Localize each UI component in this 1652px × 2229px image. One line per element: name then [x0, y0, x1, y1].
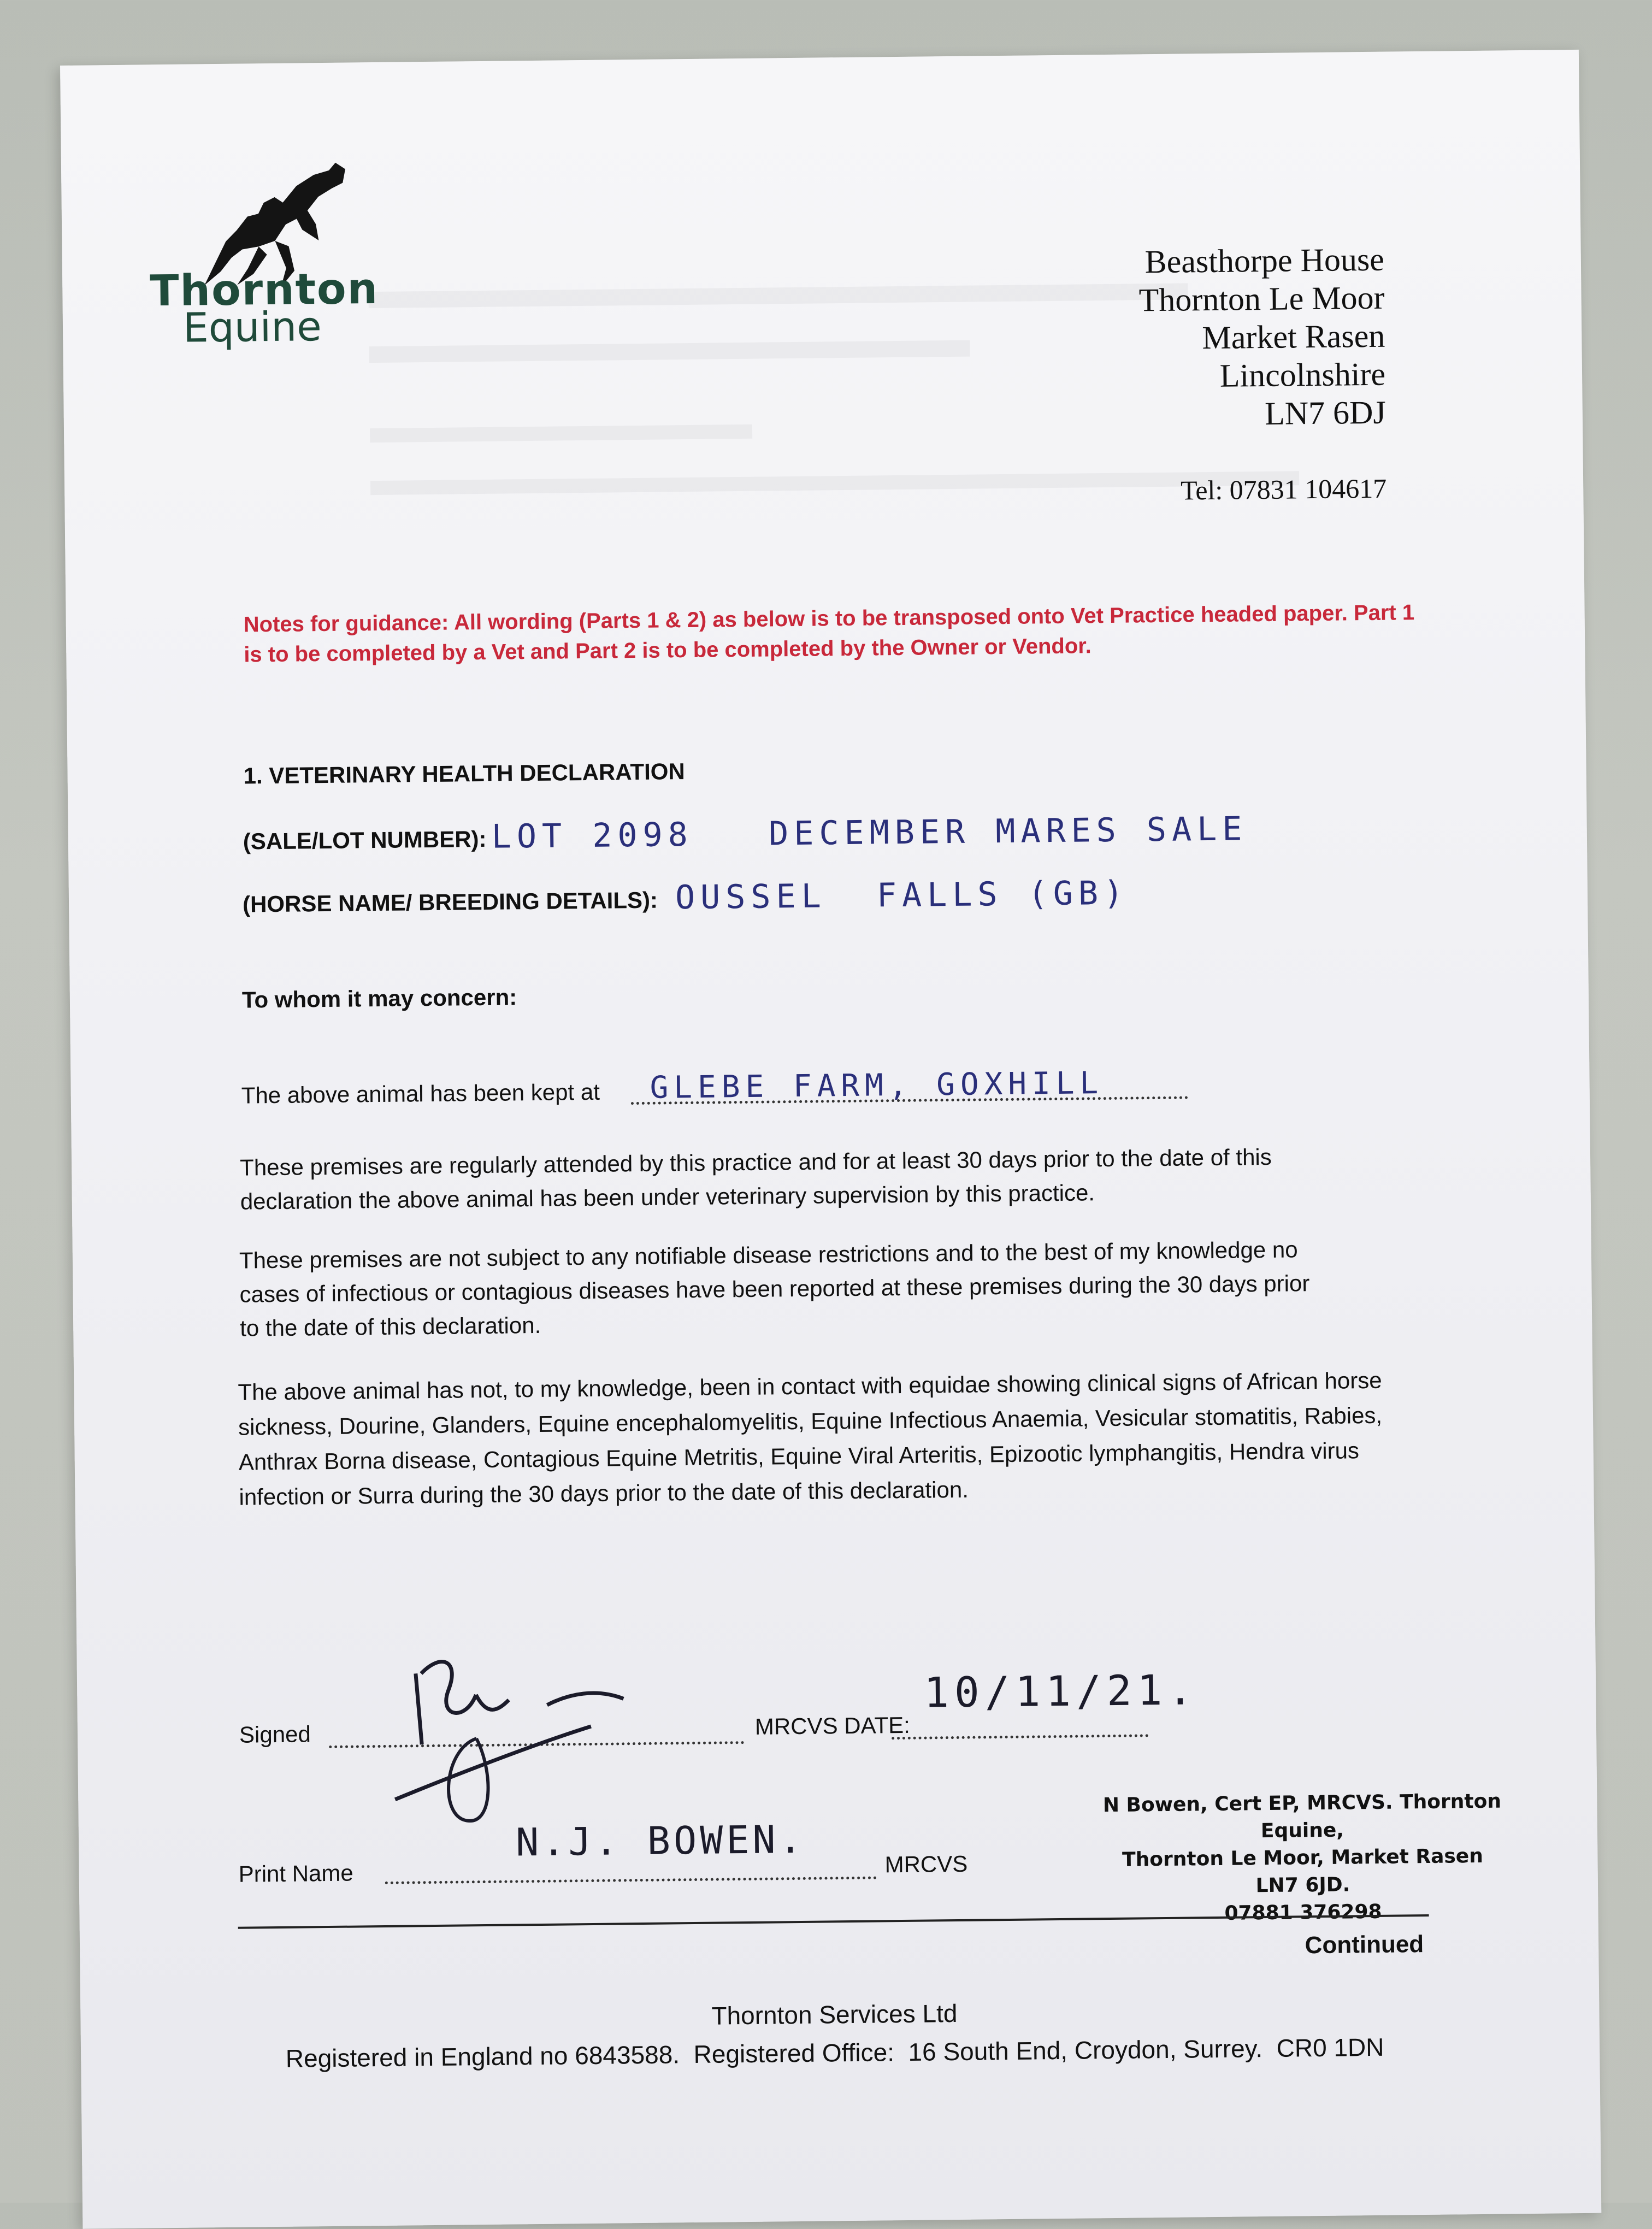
- address-block: [882, 240, 1386, 437]
- kept-at-label: The above animal has been kept at: [241, 1078, 600, 1108]
- section-heading: 1. VETERINARY HEALTH DECLARATION: [243, 758, 685, 789]
- stamp-line: N Bowen, Cert EP, MRCVS. Thornton Equine,: [1102, 1790, 1502, 1843]
- company-logo: [149, 158, 380, 352]
- footer-registration: Registered in England no 6843588. Registered Office: 16 South End, Croydon, Surrey. CR0 1DN: [285, 2032, 1384, 2073]
- signature-scribble: [382, 1638, 691, 1838]
- logo-text-equine: Equine: [182, 303, 322, 352]
- address-line: Market Rasen: [1202, 317, 1385, 356]
- signed-label: Signed: [239, 1721, 311, 1748]
- premises-paragraph: These premises are regularly attended by this practice and for at least 30 days prior to the date of this declaration the above animal has been under veterinary supervision by this practice.: [239, 1143, 1272, 1214]
- horse-name-label: (HORSE NAME/ BREEDING DETAILS):: [242, 887, 658, 917]
- kept-at-value: GLEBE FARM, GOXHILL: [650, 1065, 1104, 1106]
- guidance-note: Notes for guidance: All wording (Parts 1 & 2) as below is to be transposed onto Vet Practice headed paper. Part 1 is to be completed by a Vet and Part 2 is to be completed by the Owner or Vendor.: [243, 600, 1415, 667]
- date-dotted-line: [892, 1734, 1148, 1739]
- disease-restrictions-paragraph: These premises are not subject to any notifiable disease restrictions and to the best of my knowledge no cases of infectious or contagious diseases have been reported at these premises during the 30 days prior to the date of this declaration.: [239, 1236, 1310, 1341]
- address-line: Thornton Le Moor: [1138, 279, 1385, 319]
- address-line: Lincolnshire: [1219, 356, 1386, 394]
- footer-company: Thornton Services Ltd: [711, 1998, 958, 2030]
- date-value: 10/11/21.: [923, 1665, 1199, 1717]
- sale-lot-value: LOT 2098 DECEMBER MARES SALE: [491, 810, 1248, 856]
- print-name-value: N.J. BOWEN.: [515, 1817, 806, 1865]
- address-line: Beasthorpe House: [1144, 241, 1385, 280]
- contact-paragraph: The above animal has not, to my knowledge, been in contact with equidae showing clinical signs of African horse sickness, Dourine, Glanders, Equine encephalomyelitis, Equine Infectious Anaemia, Vesicular stomatitis, Rabies, Anthrax Borna disease, Contagious Equine Metritis, Equine Viral Arteritis, Epizootic lymphangitis, Hendra virus infection or Surra during the 30 days prior to the date of this declaration.: [238, 1367, 1383, 1510]
- print-name-dotted-line: [385, 1877, 877, 1884]
- horse-name-value: OUSSEL FALLS (GB): [675, 874, 1129, 917]
- salutation: To whom it may concern:: [241, 984, 517, 1013]
- sale-lot-label: (SALE/LOT NUMBER):: [243, 825, 487, 854]
- mrcvs-date-label: MRCVS DATE:: [754, 1712, 911, 1739]
- continued-label: Continued: [1305, 1931, 1424, 1959]
- logo-text-thornton: Thornton: [149, 264, 379, 316]
- document-page: [60, 50, 1601, 2229]
- print-name-label: Print Name: [238, 1860, 353, 1887]
- telephone: Tel: 07831 104617: [1180, 473, 1387, 506]
- stamp-line: 07881 376298: [1224, 1900, 1382, 1925]
- print-name-mrcvs-label: MRCVS: [884, 1850, 968, 1878]
- address-line: LN7 6DJ: [1264, 394, 1386, 432]
- stamp-line: Thornton Le Moor, Market Rasen LN7 6JD.: [1122, 1844, 1484, 1897]
- vet-stamp: [1100, 1788, 1506, 1929]
